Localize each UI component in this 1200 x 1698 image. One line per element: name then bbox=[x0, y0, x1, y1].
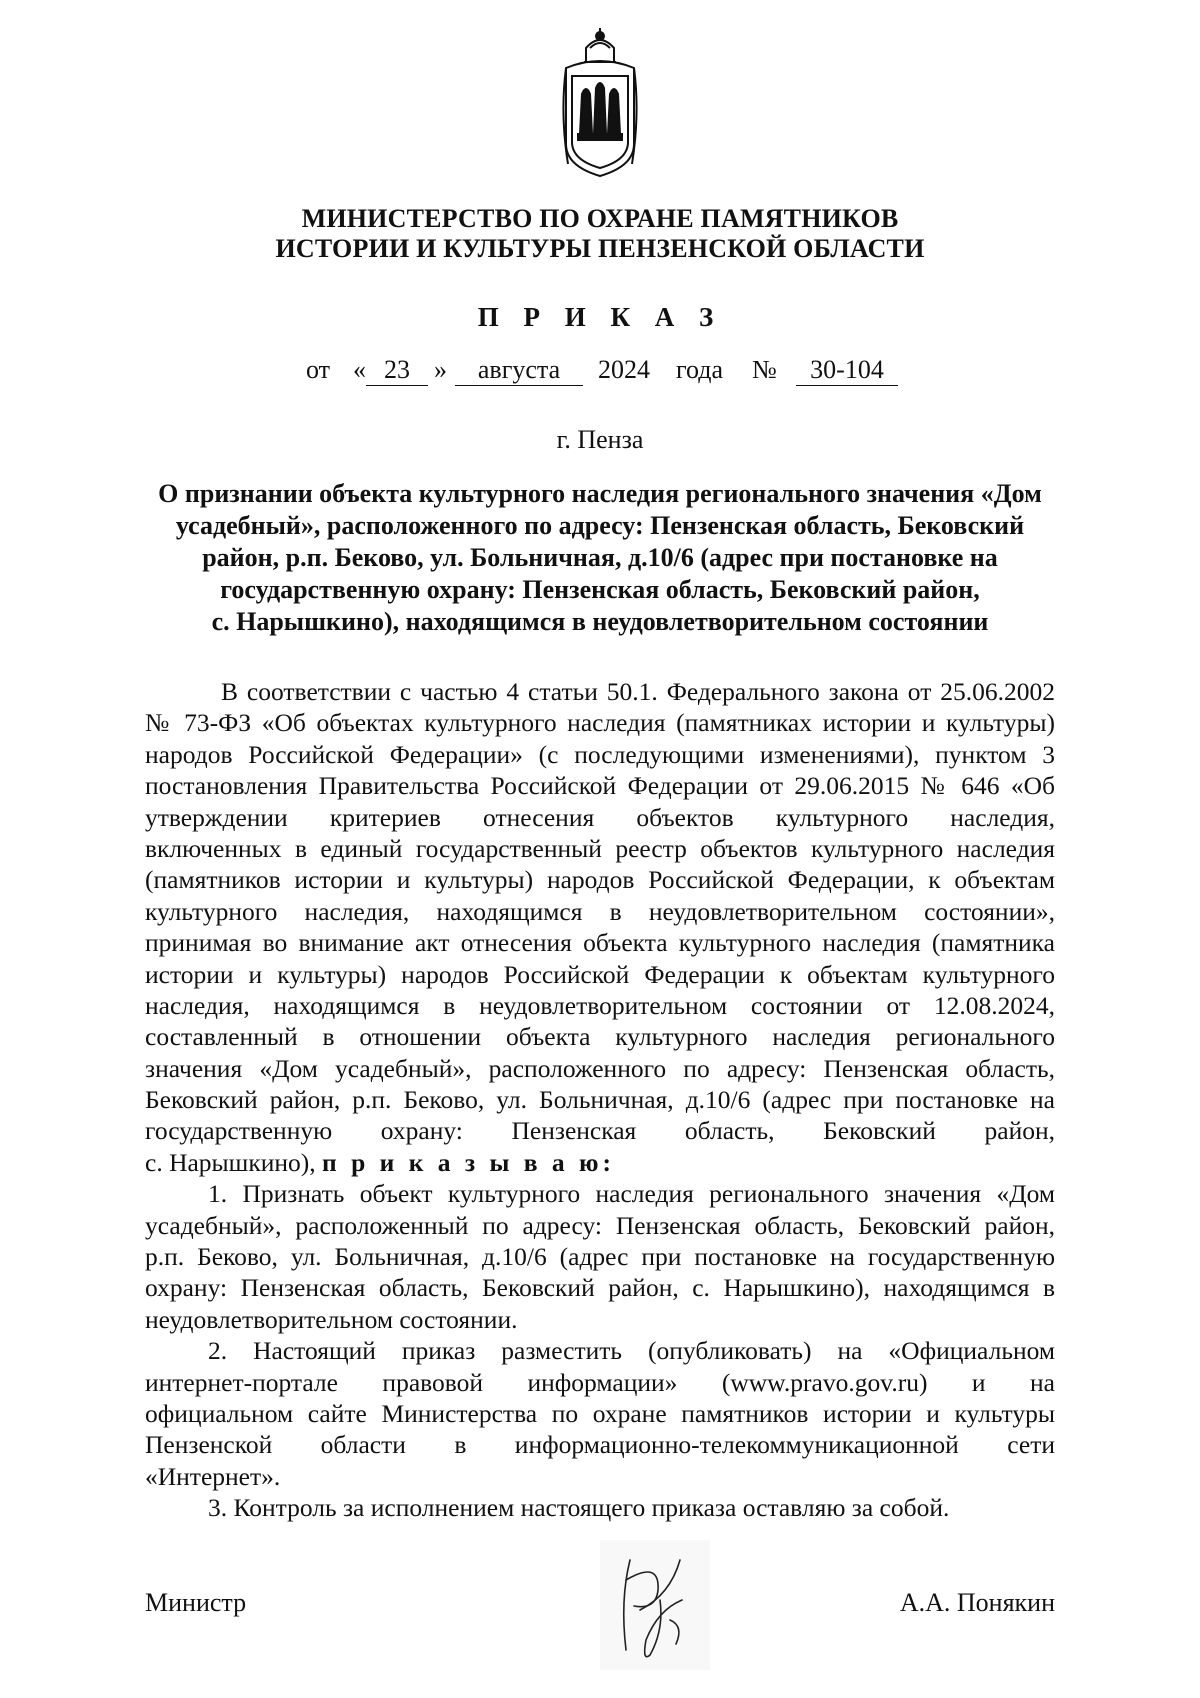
preamble-line: постановления Правительства Российской Федерации от 29.06.2015 № 646 «Об bbox=[145, 771, 1055, 801]
order-date-number-line bbox=[0, 355, 1200, 395]
preamble-last-fragment: с. Нарышкино), bbox=[145, 1147, 316, 1177]
city: г. Пенза bbox=[556, 425, 644, 454]
preamble-final-line bbox=[145, 1147, 1055, 1178]
item1-line: охрану: Пензенская область, Бековский район, с. Нарышкино), находящимся в bbox=[145, 1273, 1055, 1303]
date-prefix: от bbox=[306, 355, 331, 384]
item1-line: усадебный», расположенный по адресу: Пензенская область, Бековский район, bbox=[145, 1210, 1055, 1240]
ministry-name bbox=[150, 204, 1050, 264]
order-year: 2024 bbox=[598, 355, 650, 384]
subject-line: район, р.п. Беково, ул. Больничная, д.10/6 (адрес при постановке на bbox=[202, 543, 998, 572]
order-day: 23 bbox=[366, 355, 428, 386]
item1-line: р.п. Беково, ул. Больничная, д.10/6 (адрес при постановке на государственную bbox=[145, 1242, 1055, 1272]
preamble-line: № 73-ФЗ «Об объектах культурного наследия (памятниках истории и культуры) bbox=[145, 708, 1055, 738]
subject-line: О признании объекта культурного наследия регионального значения «Дом bbox=[158, 479, 1042, 508]
coat-of-arms-emblem-icon bbox=[560, 24, 640, 184]
signer-position: Министр bbox=[145, 1588, 247, 1617]
preamble-line: утверждении критериев отнесения объектов культурного наследия, bbox=[145, 802, 1055, 832]
item3-line: 3. Контроль за исполнением настоящего приказа оставляю за собой. bbox=[208, 1493, 950, 1523]
preamble-line: истории и культуры) народов Российской Федерации к объектам культурного bbox=[145, 959, 1055, 989]
number-sign: № bbox=[752, 355, 777, 384]
ministry-name-line2: ИСТОРИИ И КУЛЬТУРЫ ПЕНЗЕНСКОЙ ОБЛАСТИ bbox=[275, 234, 925, 263]
preamble-line: В соответствии с частью 4 статьи 50.1. Федерального закона от 25.06.2002 bbox=[221, 677, 1055, 706]
order-number: 30-104 bbox=[796, 355, 898, 386]
order-month: августа bbox=[455, 355, 583, 386]
order-title: П Р И К А З bbox=[477, 302, 723, 332]
item2-line: официальном сайте Министерства по охране памятников истории и культуры bbox=[145, 1398, 1055, 1428]
preamble-line: государственную охрану: Пензенская область, Бековский район, bbox=[145, 1116, 1055, 1146]
preamble-line: включенных в единый государственный реестр объектов культурного наследия bbox=[145, 833, 1055, 863]
item2-line: 2. Настоящий приказ разместить (опубликовать) на «Официальном bbox=[208, 1336, 1055, 1366]
ministry-name-line1: МИНИСТЕРСТВО ПО ОХРАНЕ ПАМЯТНИКОВ bbox=[301, 204, 899, 233]
quote-open: « bbox=[353, 355, 366, 384]
preamble-line: культурного наследия, находящимся в неудовлетворительном состоянии», bbox=[145, 896, 1055, 926]
year-word: года bbox=[676, 355, 724, 384]
subject-line: с. Нарышкино), находящимся в неудовлетворительном состоянии bbox=[211, 607, 989, 636]
preamble-line: (памятников истории и культуры) народов Российской Федерации, к объектам bbox=[145, 865, 1055, 895]
quote-close: » bbox=[434, 355, 447, 384]
preamble-line: народов Российской Федерации» (с последующими изменениями), пунктом 3 bbox=[145, 739, 1055, 769]
preamble-line: наследия, находящимся в неудовлетворительном состоянии от 12.08.2024, bbox=[145, 990, 1055, 1020]
item2-line: «Интернет». bbox=[145, 1461, 281, 1491]
item1-line: неудовлетворительном состоянии. bbox=[145, 1304, 518, 1334]
item1-line: 1. Признать объект культурного наследия регионального значения «Дом bbox=[208, 1179, 1055, 1209]
preamble-line: Бековский район, р.п. Беково, ул. Больничная, д.10/6 (адрес при постановке на bbox=[145, 1085, 1055, 1115]
order-word: п р и к а з ы в а ю: bbox=[322, 1147, 616, 1177]
subject-line: государственную охрану: Пензенская область, Бековский район, bbox=[220, 575, 980, 604]
order-body bbox=[145, 676, 1055, 1524]
preamble-line: принимая во внимание акт отнесения объекта культурного наследия (памятника bbox=[145, 928, 1055, 958]
order-subject bbox=[150, 478, 1050, 638]
preamble-line: значения «Дом усадебный», расположенного по адресу: Пензенская область, bbox=[145, 1053, 1055, 1083]
handwritten-signature-icon bbox=[600, 1540, 710, 1670]
item2-line: интернет-портале правовой информации» (www.pravo.gov.ru) и на bbox=[145, 1367, 1055, 1397]
subject-line: усадебный», расположенного по адресу: Пензенская область, Бековский bbox=[175, 511, 1025, 540]
preamble-line: составленный в отношении объекта культурного наследия регионального bbox=[145, 1022, 1055, 1052]
signer-name: А.А. Понякин bbox=[899, 1588, 1055, 1617]
item2-line: Пензенской области в информационно-телекоммуникационной сети bbox=[145, 1430, 1055, 1460]
